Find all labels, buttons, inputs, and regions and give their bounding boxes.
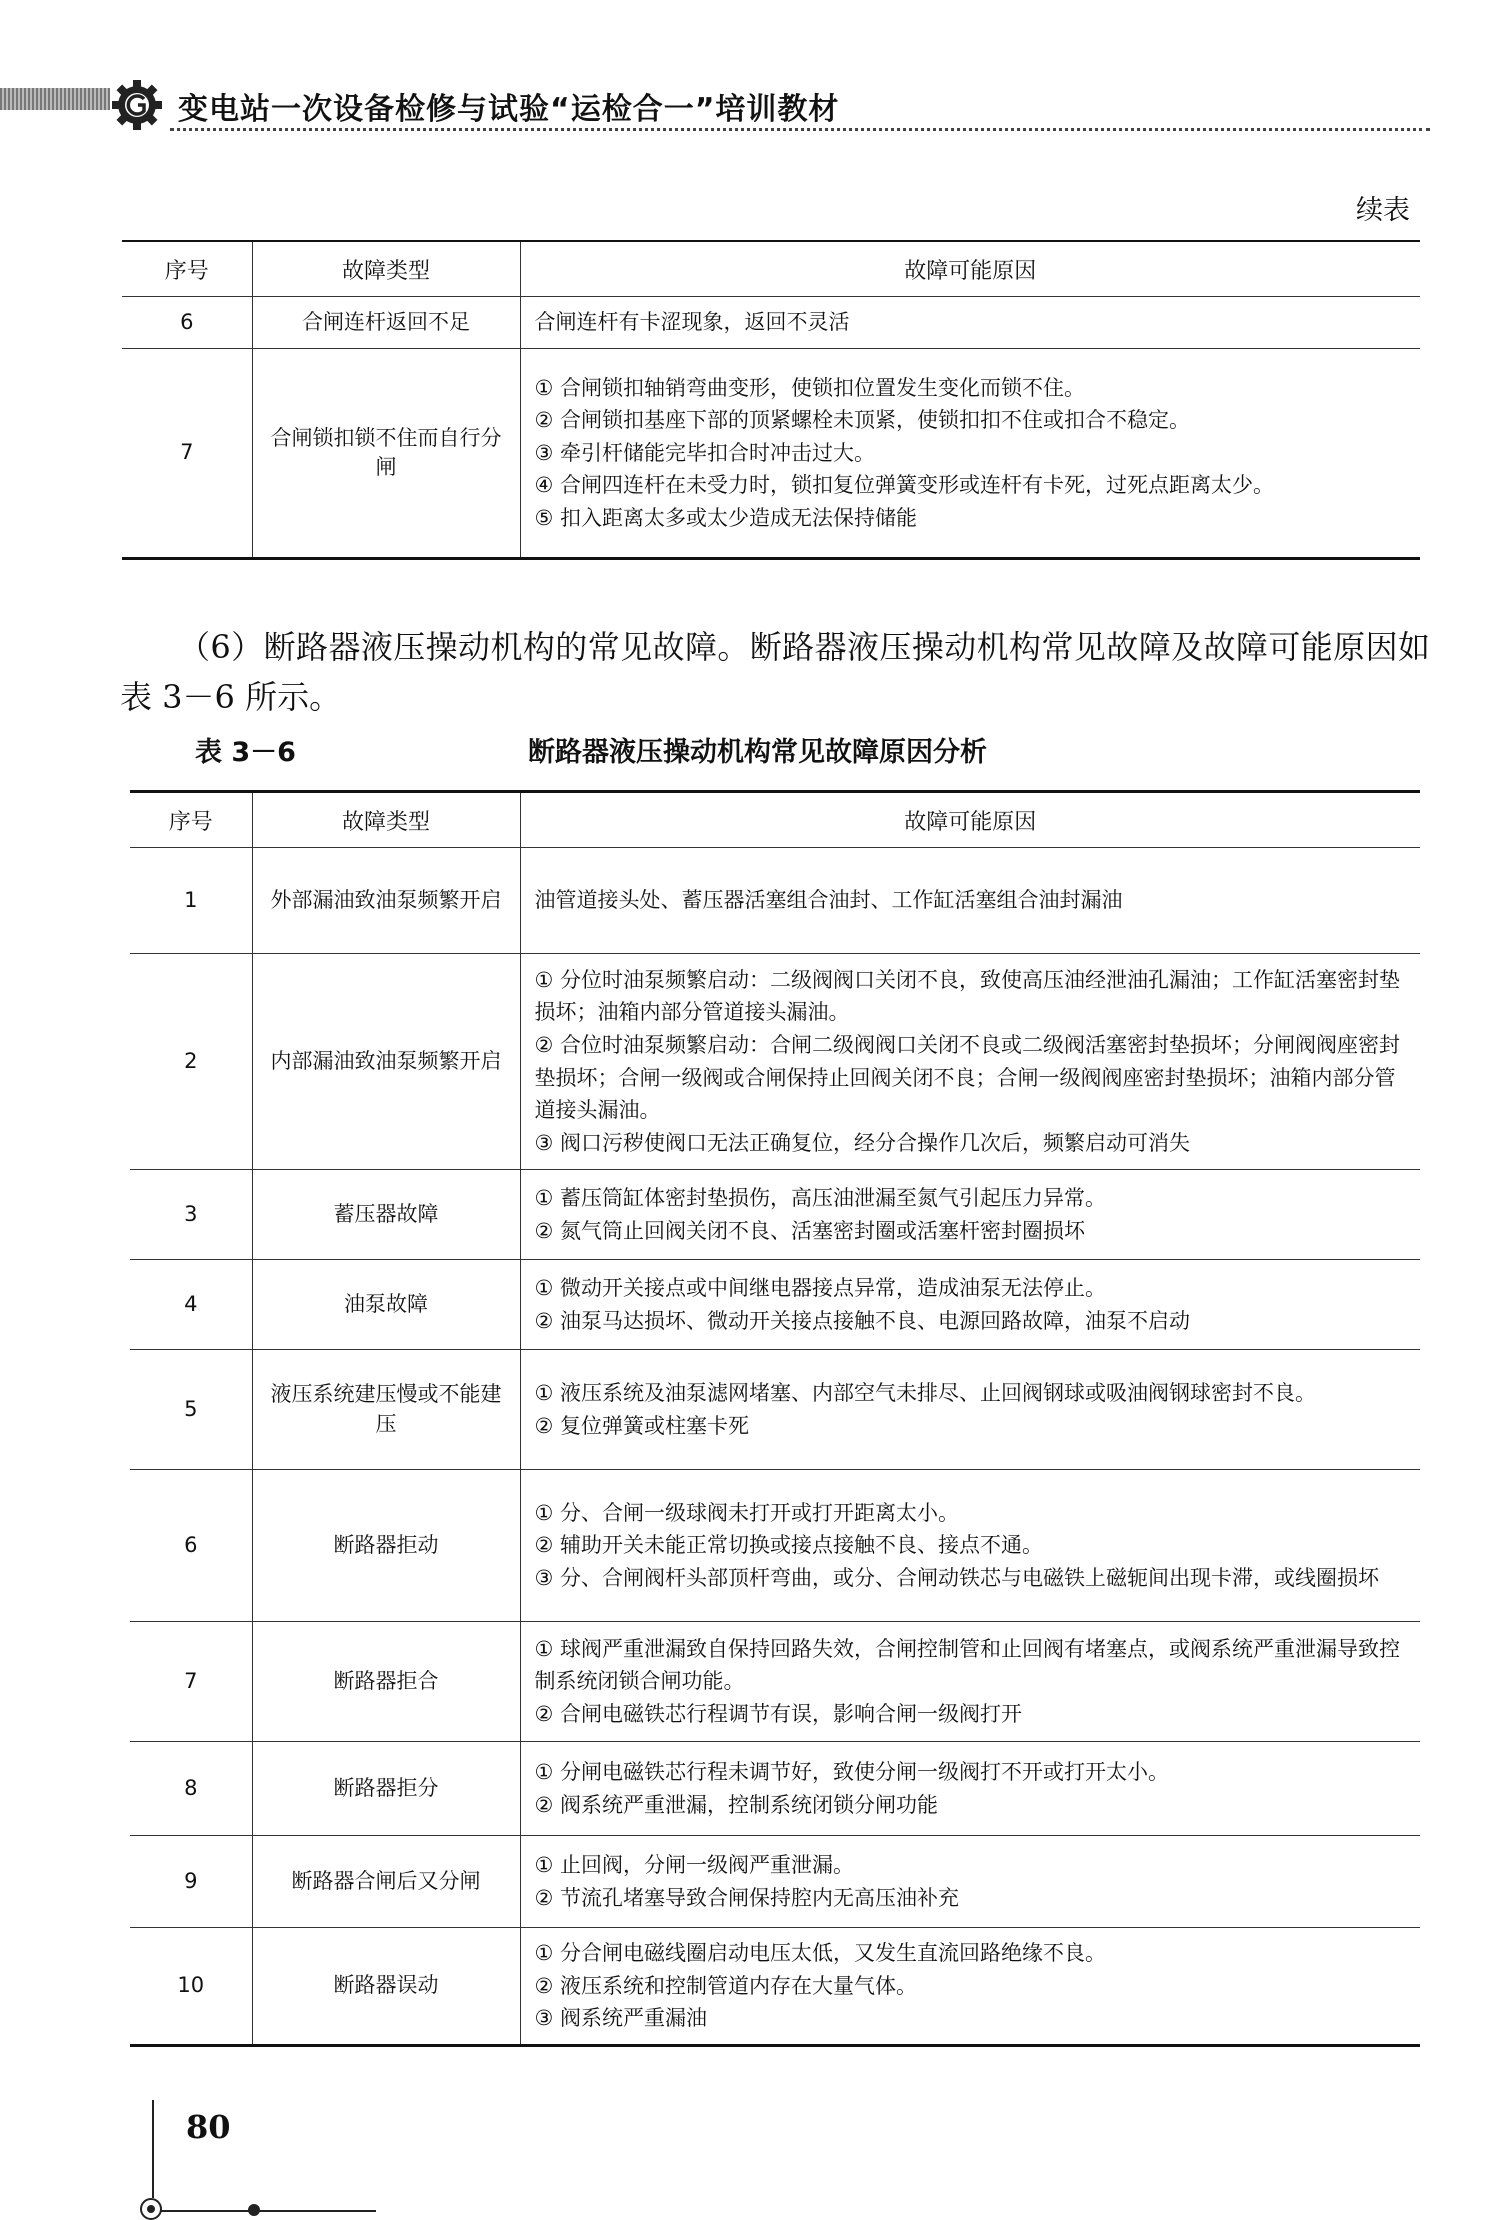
reason-line: ① 蓄压筒缸体密封垫损伤，高压油泄漏至氮气引起压力异常。 <box>534 1185 1106 1210</box>
table-caption-title: 断路器液压操动机构常见故障原因分析 <box>528 737 987 768</box>
row-number: 7 <box>180 440 194 465</box>
column-header-type: 故障类型 <box>252 792 520 848</box>
fault-type: 断路器拒动 <box>252 1470 520 1622</box>
reason-line: ② 合闸锁扣基座下部的顶紧螺栓未顶紧，使锁扣扣不住或扣合不稳定。 <box>534 408 1190 433</box>
fault-reasons <box>520 954 1420 1170</box>
footer-circle-ornament-icon <box>140 2198 162 2220</box>
fault-type: 蓄压器故障 <box>252 1170 520 1260</box>
header-title: 变电站一次设备检修与试验“运检合一”培训教材 <box>178 92 840 127</box>
fault-reasons <box>520 1170 1420 1260</box>
reason-line: 油管道接头处、蓄压器活塞组合油封、工作缸活塞组合油封漏油 <box>534 888 1123 913</box>
fault-type: 合闸连杆返回不足 <box>252 297 520 349</box>
table-row <box>122 349 1420 559</box>
footer-dot-ornament-icon <box>248 2204 260 2216</box>
row-number: 9 <box>130 1836 252 1928</box>
table-row <box>130 1928 1420 2046</box>
fault-reasons <box>520 1350 1420 1470</box>
fault-reasons <box>520 848 1420 954</box>
row-number: 4 <box>130 1260 252 1350</box>
fault-reasons <box>520 1470 1420 1622</box>
page-number: 80 <box>186 2108 231 2146</box>
row-number: 10 <box>177 1973 205 1998</box>
reason-line: ① 止回阀，分闸一级阀严重泄漏。 <box>534 1852 855 1877</box>
header-dotted-rule <box>170 128 1430 131</box>
body-paragraph: （6）断路器液压操动机构的常见故障。断路器液压操动机构常见故障及故障可能原因如表 3－6 所示。 <box>120 628 1430 716</box>
fault-type: 断路器合闸后又分闸 <box>252 1836 520 1928</box>
column-header-no: 序号 <box>130 792 252 848</box>
hydraulic-fault-table <box>130 790 1420 2047</box>
row-number: 6 <box>130 1470 252 1622</box>
reason-line: ① 分位时油泵频繁启动：二级阀阀口关闭不良，致使高压油经泄油孔漏油；工作缸活塞密封垫损坏；油箱内部分管道接头漏油。 <box>534 967 1400 1025</box>
table-row <box>130 1622 1420 1742</box>
fault-type: 断路器误动 <box>252 1928 520 2046</box>
reason-line: ② 合位时油泵频繁启动：合闸二级阀阀口关闭不良或二级阀活塞密封垫损坏；分闸阀阀座密封垫损坏；合闸一级阀或合闸保持止回阀关闭不良；合闸一级阀阀座密封垫损坏；油箱内部分管道接头漏油。 <box>534 1032 1400 1123</box>
running-header <box>0 78 1430 138</box>
table-caption-number: 表 3－6 <box>195 737 296 768</box>
row-number: 2 <box>130 954 252 1170</box>
fault-type: 合闸锁扣锁不住而自行分闸 <box>252 349 520 559</box>
reason-line: ② 液压系统和控制管道内存在大量气体。 <box>534 1973 917 1998</box>
reason-line: ① 合闸锁扣轴销弯曲变形，使锁扣位置发生变化而锁不住。 <box>534 375 1085 400</box>
fault-type: 液压系统建压慢或不能建压 <box>252 1350 520 1470</box>
footer-vertical-rule <box>152 2100 154 2198</box>
fault-reasons <box>520 1622 1420 1742</box>
column-header-no: 序号 <box>122 241 252 297</box>
reason-line: ⑤ 扣入距离太多或太少造成无法保持储能 <box>534 505 917 530</box>
fault-type: 外部漏油致油泵频繁开启 <box>252 848 520 954</box>
row-number: 5 <box>130 1350 252 1470</box>
fault-type: 油泵故障 <box>252 1260 520 1350</box>
reason-line: ③ 分、合闸阀杆头部顶杆弯曲，或分、合闸动铁芯与电磁铁上磁轭间出现卡滞，或线圈损坏 <box>534 1565 1379 1590</box>
row-number: 3 <box>130 1170 252 1260</box>
reason-line: ① 分闸电磁铁芯行程未调节好，致使分闸一级阀打不开或打开太小。 <box>534 1759 1169 1784</box>
fault-reasons <box>520 1928 1420 2046</box>
reason-line: ② 阀系统严重泄漏，控制系统闭锁分闸功能 <box>534 1792 938 1817</box>
fault-reasons <box>520 349 1420 559</box>
reason-line: ② 油泵马达损坏、微动开关接点接触不良、电源回路故障，油泵不启动 <box>534 1308 1190 1333</box>
reason-line: ② 氮气筒止回阀关闭不良、活塞密封圈或活塞杆密封圈损坏 <box>534 1218 1085 1243</box>
reason-line: ④ 合闸四连杆在未受力时，锁扣复位弹簧变形或连杆有卡死，过死点距离太少。 <box>534 473 1274 498</box>
table-row <box>130 954 1420 1170</box>
table-row <box>130 1350 1420 1470</box>
row-number: 6 <box>122 297 252 349</box>
reason-line: ③ 阀口污秽使阀口无法正确复位，经分合操作几次后，频繁启动可消失 <box>534 1130 1190 1155</box>
column-header-reason: 故障可能原因 <box>520 241 1420 297</box>
reason-line: ① 分合闸电磁线圈启动电压太低，又发生直流回路绝缘不良。 <box>534 1941 1106 1966</box>
column-header-reason: 故障可能原因 <box>520 792 1420 848</box>
reason-line: ① 球阀严重泄漏致自保持回路失效，合闸控制管和止回阀有堵塞点，或阀系统严重泄漏导致控制系统闭锁合闸功能。 <box>534 1636 1400 1694</box>
table-row <box>130 1836 1420 1928</box>
fault-reasons <box>520 297 1420 349</box>
fault-table-continued <box>122 240 1420 560</box>
fault-type: 断路器拒合 <box>252 1622 520 1742</box>
fault-type: 断路器拒分 <box>252 1742 520 1836</box>
table-header-row <box>122 241 1420 297</box>
reason-line: ② 复位弹簧或柱塞卡死 <box>534 1413 750 1438</box>
page-footer <box>0 2100 400 2210</box>
fault-reasons <box>520 1742 1420 1836</box>
table-row <box>130 1170 1420 1260</box>
reason-line: ① 分、合闸一级球阀未打开或打开距离太小。 <box>534 1500 959 1525</box>
reason-line: ① 液压系统及油泵滤网堵塞、内部空气未排尽、止回阀钢球或吸油阀钢球密封不良。 <box>534 1380 1316 1405</box>
gear-logo-icon <box>110 78 164 132</box>
row-number: 7 <box>130 1622 252 1742</box>
row-number: 1 <box>130 848 252 954</box>
table-row <box>130 1470 1420 1622</box>
column-header-type: 故障类型 <box>252 241 520 297</box>
reason-line: 合闸连杆有卡涩现象，返回不灵活 <box>534 310 850 335</box>
table-row <box>130 1260 1420 1350</box>
table-header-row <box>130 792 1420 848</box>
reason-line: ③ 阀系统严重漏油 <box>534 2006 708 2031</box>
table-row <box>130 1742 1420 1836</box>
table-row <box>122 297 1420 349</box>
reason-line: ② 合闸电磁铁芯行程调节有误，影响合闸一级阀打开 <box>534 1701 1022 1726</box>
reason-line: ② 节流孔堵塞导致合闸保持腔内无高压油补充 <box>534 1885 959 1910</box>
fault-reasons <box>520 1260 1420 1350</box>
fault-type: 内部漏油致油泵频繁开启 <box>252 954 520 1170</box>
footer-horizontal-rule <box>156 2210 376 2212</box>
reason-line: ① 微动开关接点或中间继电器接点异常，造成油泵无法停止。 <box>534 1275 1106 1300</box>
table-row <box>130 848 1420 954</box>
continued-label: 续表 <box>1356 195 1410 226</box>
header-shade-bar <box>0 88 110 110</box>
reason-line: ② 辅助开关未能正常切换或接点接触不良、接点不通。 <box>534 1533 1043 1558</box>
reason-line: ③ 牵引杆储能完毕扣合时冲击过大。 <box>534 440 876 465</box>
row-number: 8 <box>130 1742 252 1836</box>
fault-reasons <box>520 1836 1420 1928</box>
